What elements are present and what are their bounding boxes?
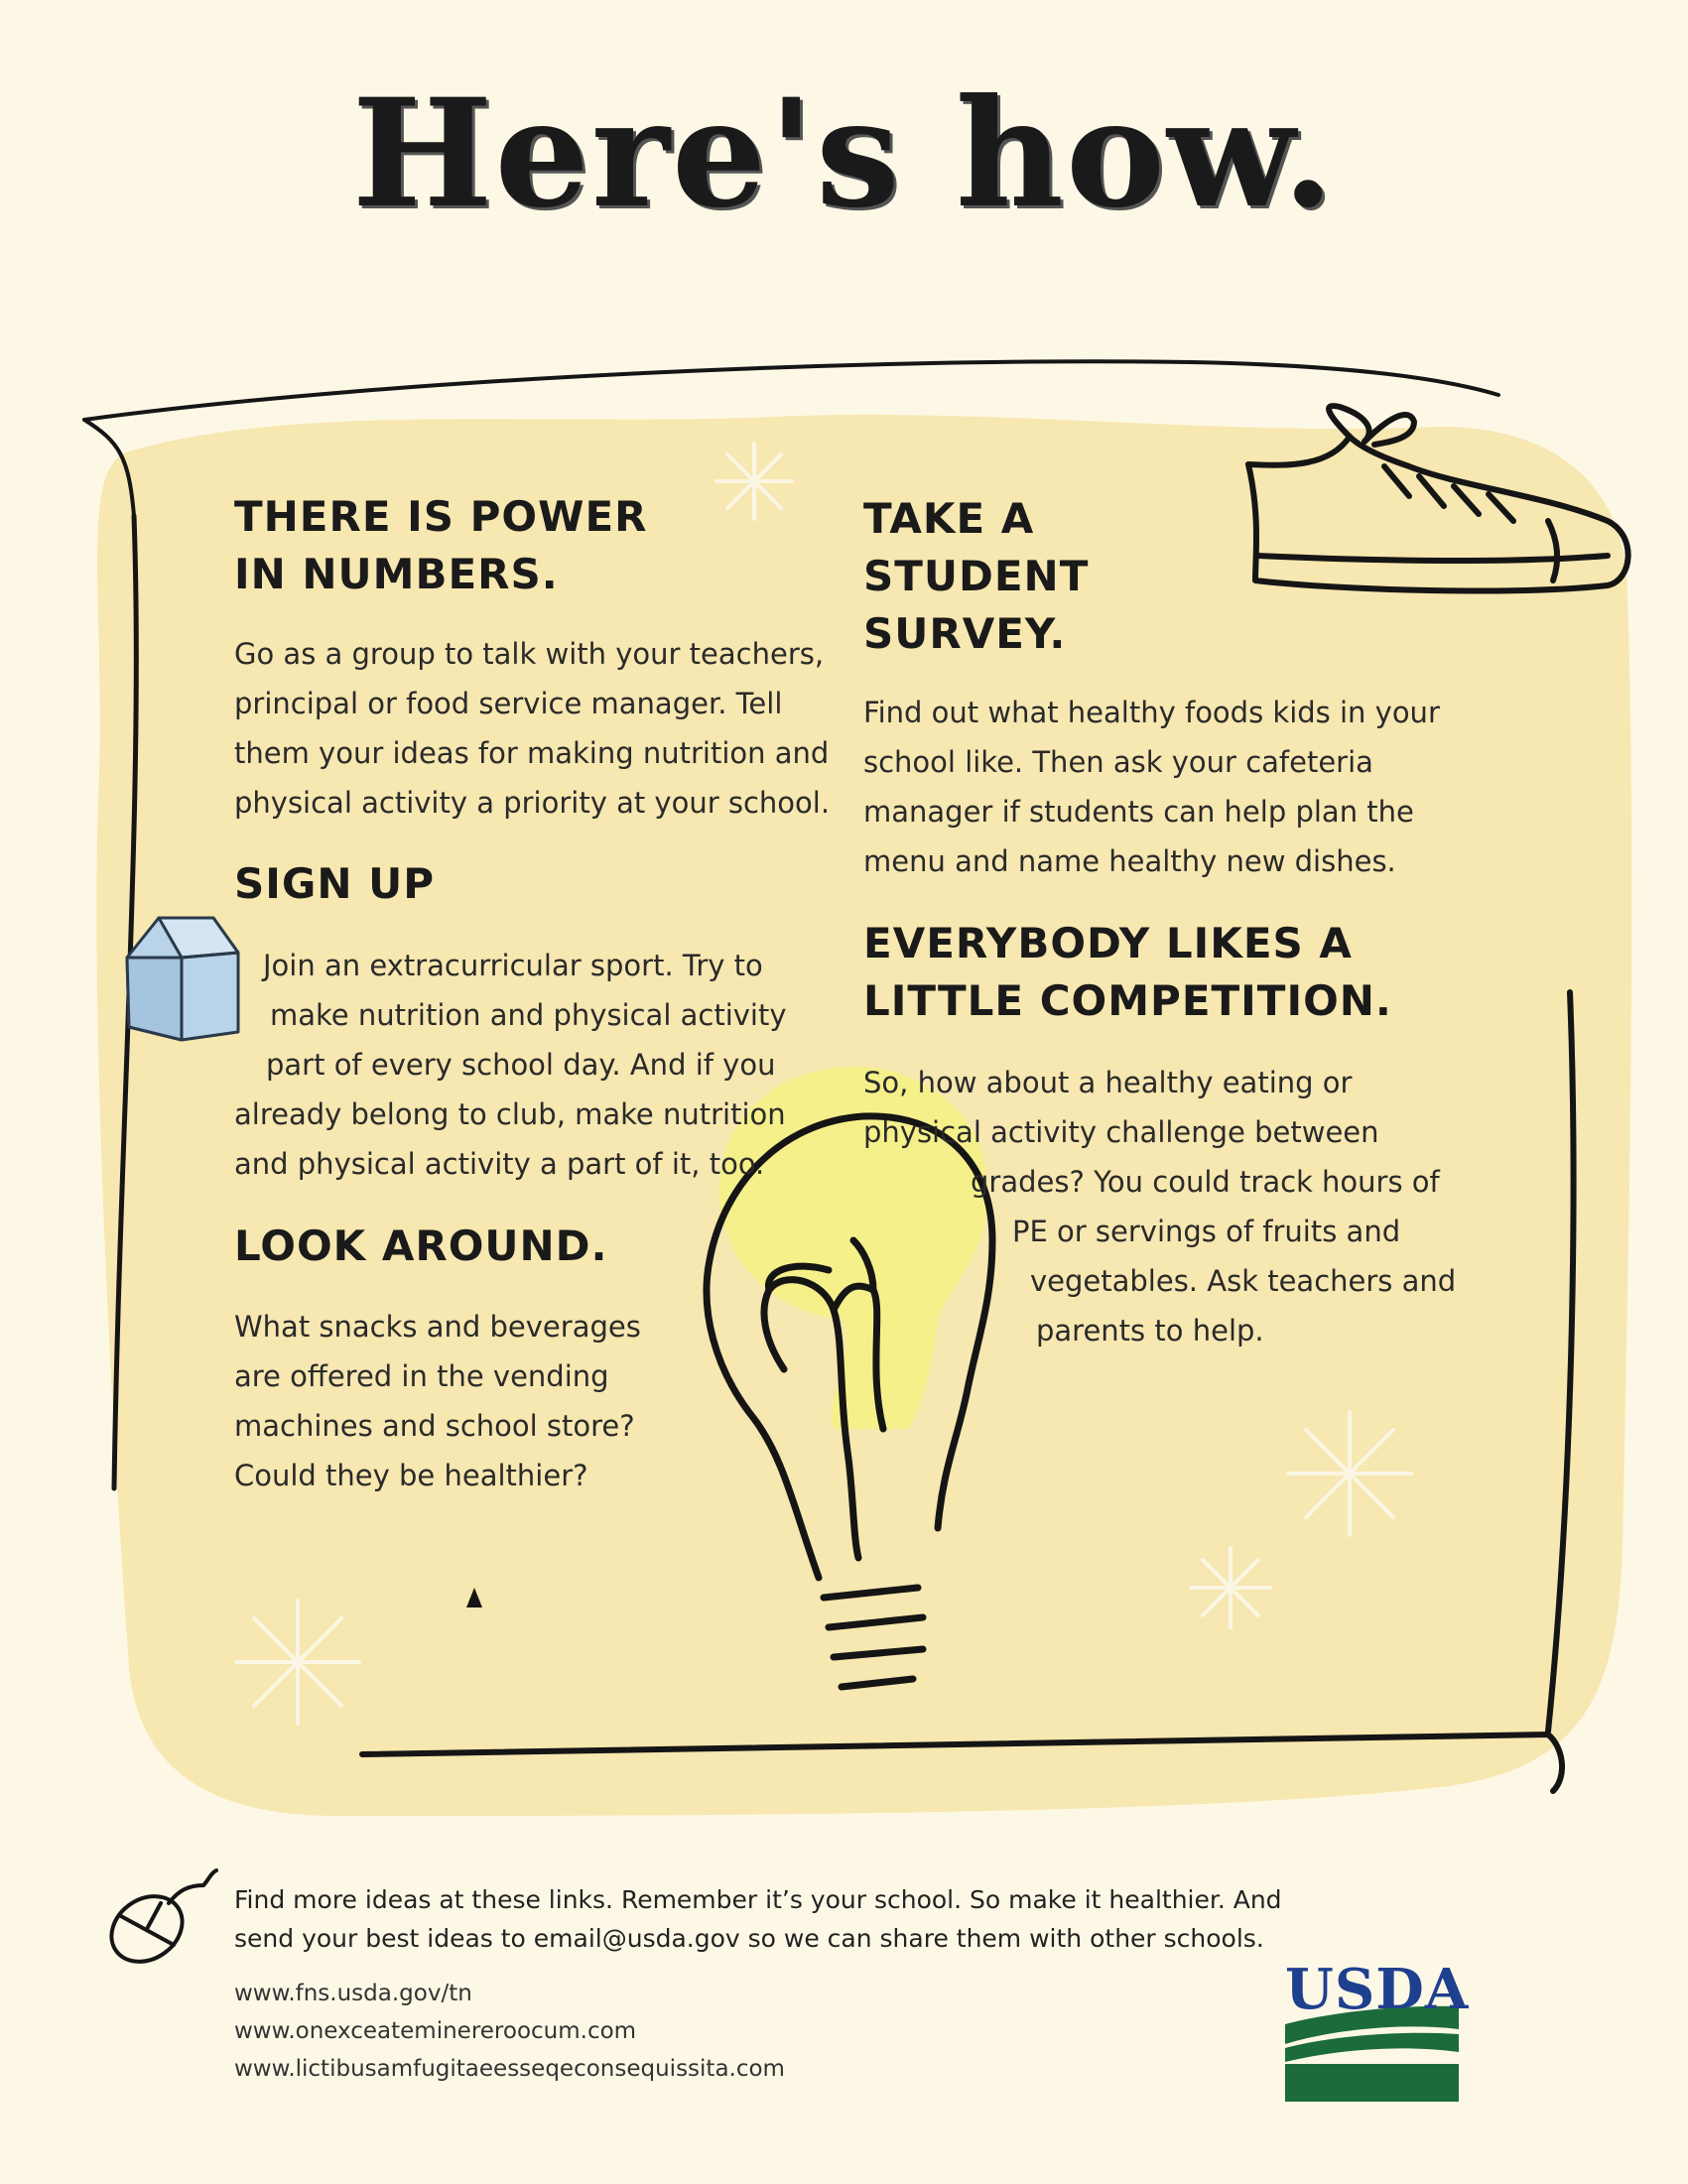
footer-link[interactable]: www.onexceateminereroocum.com: [234, 2018, 637, 2044]
section-heading-competition: EVERYBODY LIKES A LITTLE COMPETITION.: [863, 919, 1392, 1025]
computer-mouse-icon: [99, 1870, 216, 1975]
footer-link[interactable]: www.lictibusamfugitaeesseqeconsequissita.com: [234, 2056, 785, 2082]
footer-links: [234, 1975, 785, 2088]
usda-logo-text: USDA: [1285, 1957, 1470, 2022]
page-title: Here's how.: [351, 66, 1337, 241]
section-heading-look: LOOK AROUND.: [234, 1221, 608, 1270]
section-text-look: What snacks and beverages are offered in the vending machines and school store? Could they be healthier?: [234, 1310, 641, 1492]
section-text-power: Go as a group to talk with your teachers, principal or food service manager. Tell them your ideas for making nutrition and physical activity a priority at your school.: [234, 637, 831, 820]
section-text-survey: Find out what healthy foods kids in your school like. Then ask your cafeteria manager if students can help plan the menu and name healthy new dishes.: [863, 696, 1440, 878]
section-heading-survey: TAKE A STUDENT SURVEY.: [863, 494, 1090, 658]
section-heading-power: THERE IS POWER IN NUMBERS.: [234, 492, 648, 598]
section-text-signup: Join an extracurricular sport. Try to make nutrition and physical activity part of every school day. And if you already belong to club, make nutrition and physical activity a part of it, too.: [234, 949, 787, 1181]
footer-link[interactable]: www.fns.usda.gov/tn: [234, 1981, 472, 2006]
section-text-competition: So, how about a healthy eating or physical activity challenge between grades? You could track hours of PE or servings of fruits and vegetables. Ask teachers and parents to help.: [863, 1066, 1457, 1348]
milk-carton-icon: [127, 918, 238, 1040]
section-heading-signup: SIGN UP: [234, 859, 436, 908]
footer-message: Find more ideas at these links. Remember it’s your school. So make it healthier. And send your best ideas to email@usda.gov so we can share them with other schools.: [234, 1885, 1282, 1953]
